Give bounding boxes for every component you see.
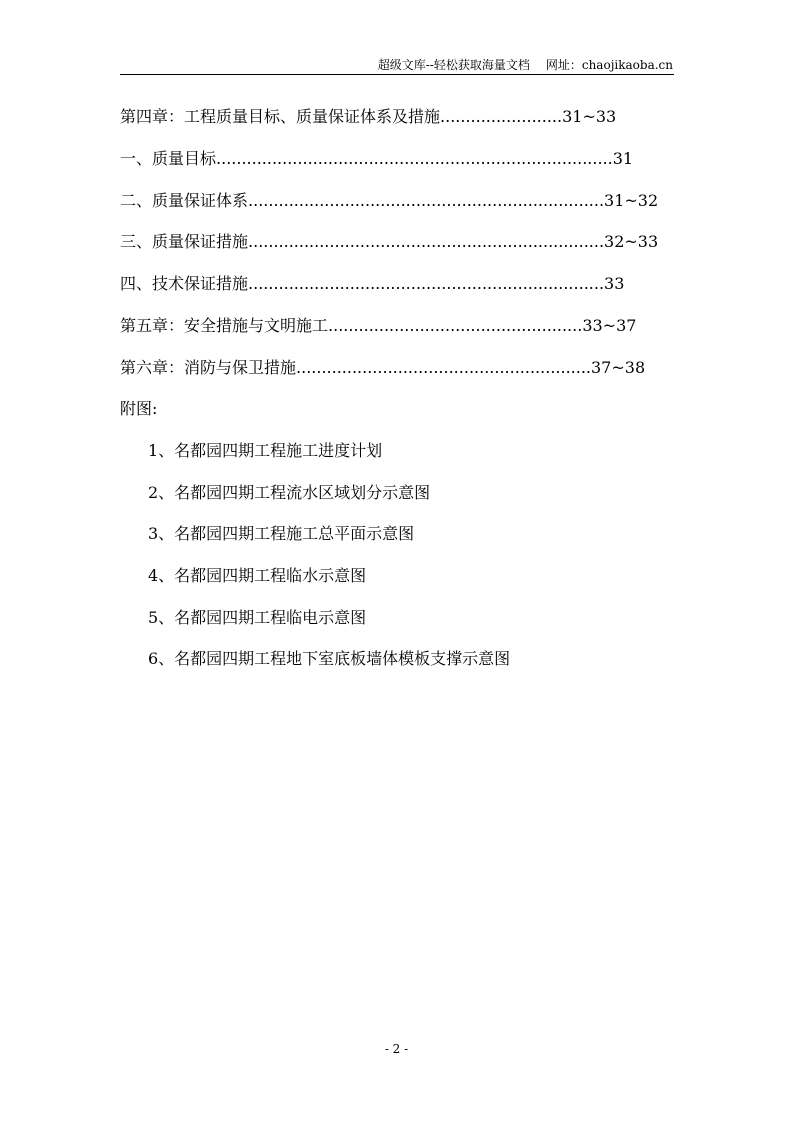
toc-entry-quality-measures xyxy=(120,230,658,254)
header-rule xyxy=(120,74,674,75)
toc-entry-chapter-5 xyxy=(120,314,636,338)
toc-leader-dots: .......................................................... xyxy=(296,358,591,377)
toc-page-range: 33 xyxy=(604,274,625,293)
toc-leader-dots: .............................................................................. xyxy=(216,149,613,168)
toc-entry-chapter-4 xyxy=(120,105,616,129)
toc-title: 一、质量目标 xyxy=(120,149,217,168)
page-header xyxy=(120,56,673,74)
toc-leader-dots: ........................ xyxy=(440,107,563,126)
toc-entry-quality-goal xyxy=(120,147,633,171)
toc-page-range: 32~33 xyxy=(604,232,659,251)
toc-entry-tech-measures xyxy=(120,272,624,296)
appendix-item: 2、名都园四期工程流水区域划分示意图 xyxy=(148,483,431,502)
toc-leader-dots: ...................................................................... xyxy=(248,191,605,210)
header-url-text: 网址：chaojikaoba.cn xyxy=(545,58,673,72)
toc-title: 第五章：安全措施与文明施工 xyxy=(120,316,329,335)
toc-title: 三、质量保证措施 xyxy=(120,232,249,251)
appendix-item: 5、名都园四期工程临电示意图 xyxy=(148,608,367,627)
toc-page-range: 31 xyxy=(612,149,634,168)
toc-page-range: 31~33 xyxy=(562,107,617,126)
toc-leader-dots: ...................................................................... xyxy=(248,232,605,251)
toc-title: 第四章：工程质量目标、质量保证体系及措施 xyxy=(120,107,441,126)
toc-title: 四、技术保证措施 xyxy=(120,274,249,293)
toc-entry-quality-system xyxy=(120,189,658,213)
appendix-item: 4、名都园四期工程临水示意图 xyxy=(148,566,367,585)
toc-leader-dots: ...................................................................... xyxy=(248,274,605,293)
toc-title: 二、质量保证体系 xyxy=(120,191,249,210)
appendix-item: 6、名都园四期工程地下室底板墙体模板支撑示意图 xyxy=(148,649,511,668)
toc-page-range: 33~37 xyxy=(582,316,637,335)
toc-leader-dots: .................................................. xyxy=(328,316,583,335)
page-number: - 2 - xyxy=(384,1042,409,1056)
toc-entry-chapter-6 xyxy=(120,356,645,380)
toc-title: 第六章：消防与保卫措施 xyxy=(120,358,297,377)
appendix-item: 3、名都园四期工程施工总平面示意图 xyxy=(148,524,415,543)
appendix-item: 1、名都园四期工程施工进度计划 xyxy=(148,441,383,460)
toc-page-range: 31~32 xyxy=(604,191,659,210)
header-site-text: 超级文库--轻松获取海量文档 xyxy=(377,58,530,72)
appendix-heading: 附图: xyxy=(120,399,158,418)
toc-page-range: 37~38 xyxy=(591,358,646,377)
